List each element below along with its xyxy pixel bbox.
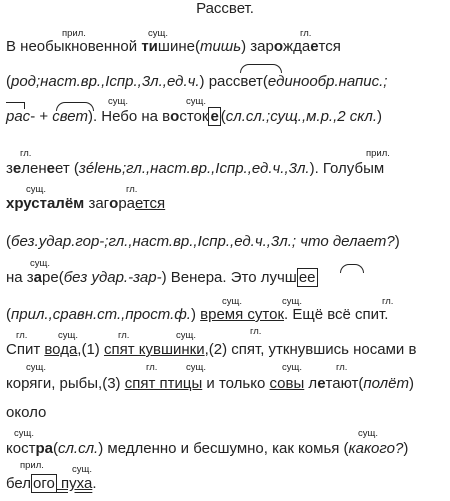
text-line-4	[6, 160, 384, 177]
text: о	[273, 38, 284, 55]
text-line-5	[6, 195, 165, 212]
annotation-sushch: сущ.	[282, 362, 302, 373]
text-line-10	[6, 375, 414, 392]
text: род;наст.вр.,Iспр.,3л.,ед.ч.	[11, 73, 200, 90]
text: )	[394, 233, 400, 250]
text: .	[92, 475, 97, 492]
text: около	[6, 404, 47, 421]
text: тают(	[325, 375, 364, 392]
text: е	[46, 160, 55, 177]
text: е	[210, 108, 219, 125]
text-line-7	[6, 269, 318, 286]
ending-arc	[340, 264, 364, 273]
text: ее	[298, 269, 316, 286]
document-title: Рассвет.	[196, 0, 254, 17]
text-line-6	[6, 233, 400, 250]
text: спят птицы	[124, 375, 203, 392]
annotation-sushch: сущ.	[26, 184, 46, 195]
text: на з	[6, 269, 34, 286]
text-line-11	[6, 404, 46, 421]
text: ре(	[42, 269, 64, 286]
text-line-8	[6, 306, 388, 323]
text: рассвет	[208, 73, 263, 90]
text-line-12	[6, 440, 408, 457]
text: совы	[269, 375, 305, 392]
text: тся	[318, 38, 341, 55]
text: з	[6, 160, 13, 177]
text: е	[12, 160, 22, 177]
annotation-gl: гл.	[20, 148, 32, 159]
text: рас	[6, 108, 31, 125]
text: заг	[84, 195, 110, 212]
annotation-sushch: сущ.	[14, 428, 34, 439]
text: е	[317, 375, 326, 392]
text: без.удар.гор-;гл.,наст.вр.,Iспр.,ед.ч.,3л.; что делает?	[11, 233, 395, 250]
text: а	[33, 269, 43, 286]
text: Спит	[6, 341, 45, 358]
text: ,(2) спят, уткнувшись носами в	[204, 341, 417, 358]
annotation-pril: прил.	[20, 460, 44, 471]
text: ,(1)	[77, 341, 104, 358]
text: )	[199, 73, 209, 90]
text: ) зар	[241, 38, 274, 55]
text: и	[148, 38, 158, 55]
annotation-sushch: сущ.	[186, 96, 206, 107]
text: сток	[179, 108, 209, 125]
text-line-13	[6, 475, 97, 492]
text: спят кувшинки	[103, 341, 205, 358]
text: о	[109, 195, 119, 212]
text: . Ещё всё спит.	[284, 306, 389, 323]
annotation-gl: гл.	[250, 326, 262, 337]
annotation-sushch: сущ.	[186, 362, 206, 373]
text: л	[304, 375, 318, 392]
annotation-sushch: сущ.	[148, 28, 168, 39]
annotation-sushch: сущ.	[176, 330, 196, 341]
text: (	[220, 108, 226, 125]
text: и только	[202, 375, 270, 392]
root-arc	[240, 64, 282, 73]
text: жда	[283, 38, 311, 55]
text-line-2	[6, 73, 387, 90]
text: ого	[33, 475, 55, 492]
text-line-1	[6, 38, 341, 55]
annotation-gl: гл.	[336, 362, 348, 373]
text: ра	[35, 440, 53, 457]
text-line-9	[6, 341, 416, 358]
annotation-gl: гл.	[382, 296, 394, 307]
annotation-sushch: сущ.	[72, 464, 92, 475]
text: коряги, рыбы,(3)	[6, 375, 125, 392]
text: )	[376, 108, 382, 125]
text: сл.сл.	[57, 440, 99, 457]
annotation-pril: прил.	[62, 28, 86, 39]
text: )	[403, 440, 409, 457]
text: (	[6, 73, 11, 90]
text: (	[6, 306, 11, 323]
annotation-sushch: сущ.	[26, 362, 46, 373]
text: лен	[21, 160, 47, 177]
annotation-pril: прил.	[366, 148, 390, 159]
text: хрусталём	[6, 195, 85, 212]
text: ра	[118, 195, 135, 212]
text: е	[310, 38, 319, 55]
text: вода	[44, 341, 78, 358]
text: бел	[6, 475, 32, 492]
text: кост	[6, 440, 36, 457]
text: шине(	[157, 38, 200, 55]
annotation-gl: гл.	[300, 28, 312, 39]
text: тишь	[199, 38, 242, 55]
text: ) Венера. Это лучш	[161, 269, 297, 286]
text: (	[262, 73, 268, 90]
text: (	[6, 233, 11, 250]
text: зélень;гл.,наст.вр.,Iспр.,ед.ч.,3л.	[78, 160, 310, 177]
annotation-gl: гл.	[118, 330, 130, 341]
text: без удар.-зар-	[63, 269, 162, 286]
annotation-sushch: сущ.	[108, 96, 128, 107]
text: о	[170, 108, 180, 125]
annotation-sushch: сущ.	[58, 330, 78, 341]
text: В необыкновенной	[6, 38, 142, 55]
text: сл.сл.;сущ.,м.р.,2 скл.	[225, 108, 377, 125]
text: ). Небо на в	[87, 108, 171, 125]
text: ется	[135, 195, 166, 212]
annotation-sushch: сущ.	[222, 296, 242, 307]
text: - +	[30, 108, 53, 125]
annotation-gl: гл.	[126, 184, 138, 195]
text: ). Голубым	[309, 160, 385, 177]
text: полёт	[363, 375, 409, 392]
annotation-sushch: сущ.	[30, 258, 50, 269]
text: (	[52, 440, 58, 457]
text: какого?	[348, 440, 404, 457]
annotation-gl: гл.	[16, 330, 28, 341]
text-line-3	[6, 108, 382, 125]
text: время суток	[200, 306, 285, 323]
annotation-sushch: сущ.	[358, 428, 378, 439]
text: прил.,сравн.ст.,прост.ф.	[11, 306, 191, 323]
text: свет	[52, 108, 88, 125]
text: т	[141, 38, 149, 55]
text: )	[408, 375, 414, 392]
text: единообр.напис.;	[267, 73, 388, 90]
text: )	[190, 306, 201, 323]
text: ет (	[54, 160, 79, 177]
annotation-gl: гл.	[146, 362, 158, 373]
text: пуха	[56, 475, 93, 492]
annotation-sushch: сущ.	[282, 296, 302, 307]
text: ) медленно и бесшумно, как комья (	[98, 440, 349, 457]
